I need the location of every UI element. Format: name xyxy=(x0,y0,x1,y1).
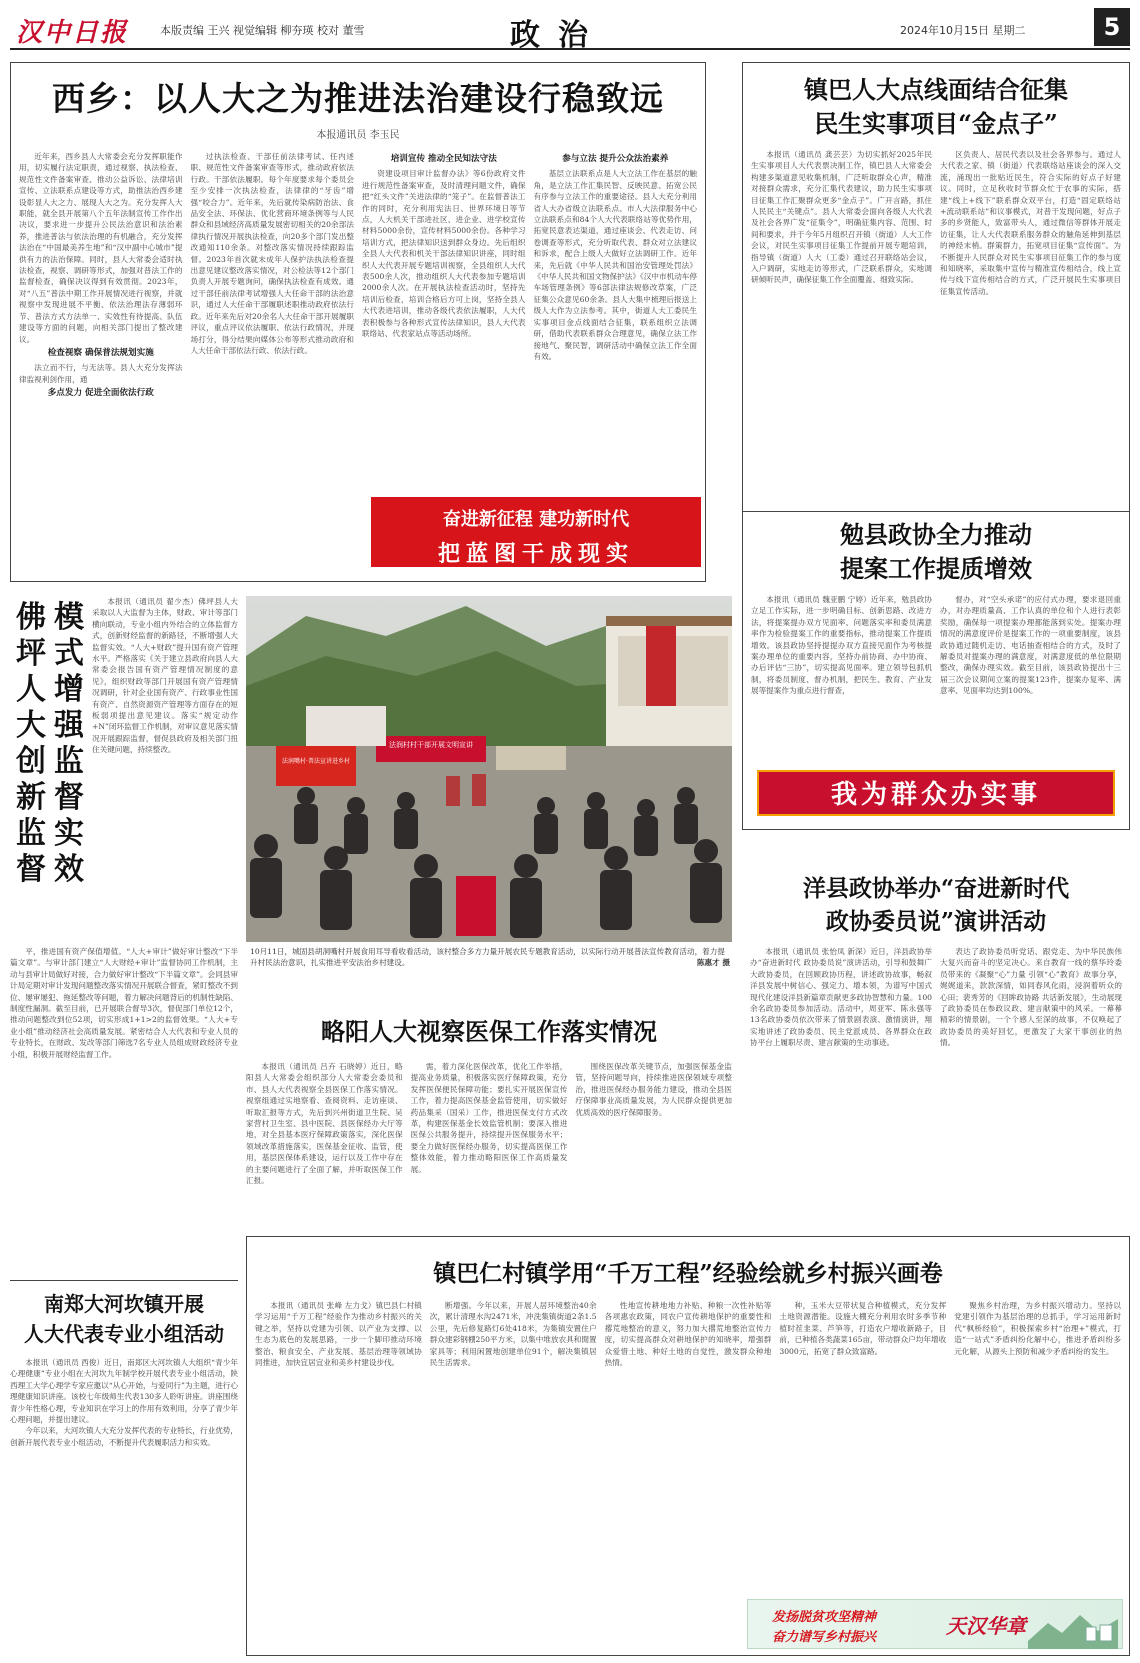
landscape-icon xyxy=(1028,1601,1118,1649)
masthead xyxy=(10,8,1130,53)
article-lueyang-title: 略阳人大视察医保工作落实情况 xyxy=(321,1017,657,1046)
photo-banner-text: 法润嘴村·普法宣讲进乡村 xyxy=(282,758,350,765)
article-zhenba-village-title: 镇巴仁村镇学用“千万工程”经验绘就乡村振兴画卷 xyxy=(433,1260,943,1287)
article-yangxian-title xyxy=(742,872,1130,938)
article-zhenba xyxy=(742,62,1130,512)
paragraph: 区负责人、居民代表以及社会各界参与。通过人大代表之家、镇（街道）代表联络站座谈会的深入交流，涌现出一批贴近民生，符合实际的好点子好建议。同时，立足秋收时节群众忙于农事的实际，搭建“线上+线下”联系群众双平台，打造“固定联络站+流动联系站”和议事模式，对普干发现问题，好点子多的乡贤能人，致富带头人，通过微信等群体开展走访征集，让人大代表联系服务群众的触角延伸到基层的神经末梢。群策群力，拓宽项目征集“宣传面”。为不断提升人民群众对民生实事项目征集工作的参与度和知晓率，采取集中宣传与精准宣传相结合，线上宣传与线下宣传相结合的方式，广泛开展民生实事项目征集宣传活动。 xyxy=(940,150,1121,296)
article-zhenba-title xyxy=(743,73,1129,141)
article-column xyxy=(575,1061,732,1211)
article-column xyxy=(255,1300,422,1620)
subheading: 培训宣传 推动全民知法守法 xyxy=(390,154,497,164)
caption-text: 10月11日，城固县胡洞嘴村开展食用耳导看收看活动，该村整合多方力量开展农民专题教育活动，以实际行动开展普法宣传教育活动，着力提升村民法治意识，扎实推进平安法治乡村建设。 xyxy=(250,947,725,967)
article-nanzheng-title xyxy=(10,1289,238,1349)
article-yangxian xyxy=(742,872,1130,1228)
newspaper-logo: 汉中日报 xyxy=(16,18,129,48)
photo-sign: 法润村村干部开展文明宣讲 xyxy=(389,741,473,749)
title-line: 南郑大河坎镇开展 xyxy=(44,1292,204,1316)
slogan-graphic xyxy=(747,1599,1123,1649)
paragraph: 本报讯（通讯员 吕卉 石晓婷）近日，略阳县人大常委会组织部分人大常委会委员和市、县人大代表视察全县医保工作落实情况。视察组通过实地察看、查阅资料、走访座谈、听取汇报等方式，先后到兴州街道卫生院、吴家营村卫生室、县中医院、县医保经办大厅等地，对全县基本医疗保障政策落实，深化医保领域改革措施落实，医保基金征收、监管，使用，基层医保体系建设，运行以及工作中存在的主要问题进行了全面了解，并听取医保工作汇报。 xyxy=(246,1062,403,1186)
paragraph: 近年来，西乡县人大常委会充分发挥职能作用，切实履行法定职责，通过视察、执法检查、规范性文件备案审查、推动公益诉讼、法律培训宣传、立法联系点建设等方式，助推法治西乡建设彰显人大之力、展现人大之为。充分发挥人大职能，就全县开展第八个五年法制宣传工作作出决议，要求进一步提升公民法治意识和法治素养，推进普法与依法治理的有机融合，充分发挥法治在“中国最美养生地”和“汉中副中心城市”提供有力的法治保障。同时，县人大常委会适时执法检查，视察、调研等形式，加强对普法工作的监督检查，确保决议得到有效贯彻。2023年，对“八五”普法中期工作开展情况进行视察，并就视察中发现进展不平衡、依法治理法存薄弱环节、普法方式方法单一、实效性有待提高、队伍建设等方面的问题，向相关部门提出了整改建议。 xyxy=(19,152,183,344)
foping-title-col: 模式增强监督实效 xyxy=(54,600,84,887)
paragraph: 聚焦乡村治理，为乡村振兴增动力。坚持以党建引领作为基层治理的总抓手，学习运用新时代“枫桥经验”，积极探索乡村“治理+”模式，打造“一站式”矛盾纠纷化解中心，推进矛盾纠纷多元化解，从源头上预防和减少矛盾纠纷的发生。 xyxy=(954,1301,1121,1356)
title-line: 勉县政协全力推动 xyxy=(840,520,1032,549)
news-photo xyxy=(246,596,732,942)
paragraph: 围绕医保改革关键节点，加强医保基金监管，坚持问题导向，持续推进医保领域专项整治，推进医保经办服务能力建设，推动全县医疗保障事业高质量发展，为人民群众提供更加优质高效的医疗保障服务。 xyxy=(575,1062,732,1117)
subheading: 多点发力 促进全面依法行政 xyxy=(47,388,154,399)
paragraph: 今年以来，大河坎镇人大充分发挥代表的专业特长，行业优势，创新开展代表专业小组活动，不断提升代表履职活力和实效。 xyxy=(10,1426,238,1447)
editor-credits: 本版责编 王兴 视觉编辑 柳夯瑛 校对 董雪 xyxy=(160,24,365,37)
paragraph: 断增强。今年以来，开展人居环境整治40余次，累计清理水沟2471米，冲洗集镇街道2条1.5公里，先后修复路灯6处418米，为集镇安置住户群众建彩钢棚250平方米，以集中堆放农具和閒置家具等；利用闲置地创建单位91个，解决集镇居民生活需求。 xyxy=(429,1301,597,1368)
article-column xyxy=(246,1061,403,1211)
article-column xyxy=(605,1300,772,1620)
article-zhenba-village xyxy=(246,1236,1130,1656)
article-column xyxy=(534,151,698,491)
slogan-banner xyxy=(371,497,701,567)
article-column xyxy=(191,151,355,571)
article-column xyxy=(430,1300,597,1620)
paragraph: 种，玉米大豆带状复合种植模式，充分发挥土地资源潜能。设施大棚充分利用农时多季节种植时茬韭菜、芦笋等，打造农户增收新路子，目前，已种植各类蔬菜165亩，带动群众户均年增收3000元，拓宽了群众致富路。 xyxy=(779,1301,947,1356)
subheading: 检查视察 确保普法规划实施 xyxy=(47,347,154,358)
paragraph: 本报讯（通讯员 魏亚鹏 宁婷）近年来，勉县政协立足工作实际，进一步明确目标、创新思路、改进方法，将提案提办双方见面率、问题落实率和委员满意率作为检验提案工作的重要指标，推动提案工作提质增效。该县政协坚持提提办双方直接见面作为考核提案办理单位的重要内容，坚持办前协商、办中协商、办后评估“三协”，切实提高见面率。建立领导包抓机制，将委员制度、督办机制，把民生、教育、产业发展等提案作为重点进行督查， xyxy=(751,595,932,696)
title-line: 提案工作提质增效 xyxy=(840,554,1032,583)
article-column xyxy=(411,1061,568,1211)
article-column xyxy=(751,149,932,499)
paragraph: 平，推进国有资产保值增值。“人大+审计”做好审计整改“下半篇文章”。与审计部门建立“人大财经+审计”监督协同工作机制，主动与县审计局做好对接，合力做好审计整改“下半篇文章”。会同县审计局定期对审计发现问题整改落实情况开展联合督查，紧盯整改不到位、屡审屡犯、拖延整改等问题，着力解决问题背后的机制性缺陷、制度性漏洞。截至目前，已开展联合督导3次，督促部门单位12个，推动问题整改到位52项，切实形成1+1>2的监督效果。“人大+专业小组”推动经济社会高质量发展。紧密结合人大代表和专业人员的专业特长，在财政、发改等部门筛选7名专业人员组成财政经济专业小组，积极开展财经监督工作。 xyxy=(10,947,238,1059)
paragraph: 基层立法联系点是人大立法工作在基层的触角，是立法工作汇集民智、反映民意、拓宽公民有序参与立法工作的重要途径。县人大充分利用省人大办省级立法联系点、市人大法律服务中心立法联系点和84个人大代表联络站等优势作用，拓宽民意表达渠道，通过座谈会、代表走访、问卷调查等形式，充分听取代表、群众对立法建议和诉求，配合上级人大做好立法调研工作。近年来，先后就《中华人民共和国治安管理处罚法》《中华人民共和国文物保护法》《汉中市机动车停车场管理条例》等6部法律法规修改草案，广泛征集公众意见60余条。县人大集中梳理后报送上级人大作为立法参考。其中，街道人大工委民生实事项目金点线面结合征集，联系组织立法调研，借助代表联系群众合理意见，确保立法工作接地气、聚民智，调研活动中确保立法工作全面有效。 xyxy=(533,169,697,361)
article-mianxian-title xyxy=(743,518,1129,586)
title-line: 政协委员说”演讲活动 xyxy=(825,908,1047,935)
article-column xyxy=(940,594,1121,762)
paragraph: 性地宣传耕地地力补贴、种粮一次性补贴等各项惠农政策，同农户宣传耕地保护的重要性和撂荒地整治的意义，努力加大撂荒地整治宣传力度，切实提高群众对耕地保护的知晓率，增强群众爱惜土地、种好土地的自觉性，激发群众种地热情。 xyxy=(604,1301,772,1368)
paragraph: 本报讯（通讯员 张怡凤 新深）近日，洋县政协举办“奋进新时代 政协委员说”演讲活动，引导和鼓舞广大政协委员，在回顾政协历程，讲述政协故事，畅叙洋县发展中树信心、强定力、增本领，为谱写中国式现代化建设洋县新篇章贡献更多政协智慧和力量。100余名政协委员参加活动。活动中，周亚军、陈永强等13名政协委员依次带来了情景剧表演、激情演讲，翔实地讲述了政协委员、民主党派成员、各界群众在政协平台上履职尽责、建言献策的生动事迹。 xyxy=(750,947,932,1048)
photo-caption xyxy=(250,946,730,986)
article-column xyxy=(10,946,238,1264)
title-line: 民生实事项目“金点子” xyxy=(814,109,1058,138)
section-title: 政治 xyxy=(510,18,606,53)
slogan-line: 发扬脱贫攻坚精神 xyxy=(772,1610,877,1625)
article-column xyxy=(10,1357,238,1643)
subheading: 参与立法 提升公众法治素养 xyxy=(562,154,669,164)
slogan-line: 把蓝图干成现实 xyxy=(437,542,634,567)
title-line: 镇巴人大点线面结合征集 xyxy=(804,75,1068,104)
mass-service-banner: 我为群众办实事 xyxy=(757,770,1115,816)
article-foping-continued xyxy=(10,946,238,1264)
photo-scene xyxy=(246,596,732,942)
title-line: 洋县政协举办“奋进新时代 xyxy=(802,875,1070,902)
foping-title-col: 佛坪人大创新监督 xyxy=(16,600,46,887)
article-column xyxy=(750,946,932,1222)
paragraph: 本报讯（通讯员 西俊）近日，南郑区大河坎镇人大组织“青少年心理健康”专业小组在大河坎九年制学校开展代表专业小组活动，陕西理工大学心理学专家应邀以“从心开始，与爱同行”为主题，进行心理健康知识讲座。该校七年级师生代表130多人聆听讲座。讲座围绕青少年性格心理，专业知识在学习上的作用有效利用，分享了青少年心理问题，并提出建议。 xyxy=(10,1358,238,1425)
paragraph: 需，着力深化医保改革，优化工作举措，提高业务质量，积极落实医疗保障政策，充分发挥医保便民保障功能；要扎实开展医保宣传工作，着力提高医保基金监管使用，切实做好药品集采（国采）工作，推进医保支付方式改革，构建医保基金长效监管机制；要深入推进医保公共服务提升，持续提升医保服务水平；要全力做好医保经办服务，切实提高医保工作整体效能，着力推动略阳医保工作高质量发展。 xyxy=(410,1062,568,1174)
paragraph: 督办，对“空头承诺”的应付式办理，要求退回重办，对办理质量高、工作认真的单位和个人进行表彰奖励，确保每一项提案办理都能落到实处。提案办理情况的满意度评价是提案工作的一项重要制度，该县政协通过随机走访、电话抽查相结合的方式，及时了解委员对提案办理的满意度，对满意度低的单位限期整改，确保办理实效。截至目前，该县政协提出十三届三次会议期间立案的提案123件，提案办复率、满意率、见面率均达到100%。 xyxy=(940,595,1121,696)
article-nanzheng xyxy=(10,1280,238,1656)
slogan-line: 奋进新征程 建功新时代 xyxy=(442,509,630,530)
article-column xyxy=(779,1300,946,1620)
article-column xyxy=(751,594,932,762)
title-line: 人大代表专业小组活动 xyxy=(24,1322,224,1346)
paragraph: 法立而不行，与无法等。县人大充分发挥法律监视利剑作用，通 xyxy=(19,363,183,384)
article-mianxian xyxy=(742,512,1130,830)
paragraph: 表达了政协委员听党话、跟党走、为中华民族伟大复兴而奋斗的坚定决心。来自教育一线的蔡华玲委员带来的《凝聚“心”力量 引领“心”教育》故事分享，娓娓道来，款款深情，如同春风化雨，浸润着听众的心田；裴秀芳的《回眸政协路 共话新发展》，生动展现了政协委员在参政议政、建言献策中的风采。一幕幕精彩的情景剧，一个个感人至深的故事，不仅唤起了政协委员的美好回忆，更激发了大家干事创业的热情。 xyxy=(940,947,1122,1048)
article-column xyxy=(19,151,183,571)
article-foping xyxy=(92,596,238,942)
article-column xyxy=(92,596,238,942)
paragraph: 过执法检查、干部任前法律考试、任内述职、规范性文件备案审查等形式，推动政府依法行政。干部依法履职。每个年度要求每个委员会至少安排一次执法检查，法律律的“牙齿”增强“咬合力”。近年来，先后就传染病防治法、食品安全法、环保法、优化营商环境条例等与人民群众和县域经济高质量发展密切相关的20余部法律执行情况开展执法检查，向20多个部门发出整改通知110余条。对整改落实情况持续跟踪监督。2023年首次就未成年人保护法执法检查提出意见建议整改落实情况，对公检法等12个部门负责人开展专题询问，确保执法检查有成效。通过干部任前法律考试增强人大任命干部的法治意识，通过人大任命干部履职述职推动政府依法行政。近年来先后对20余名人大任命干部开展履职评议，重点评议依法履职、依法行政情况，并现场打分，得分结果向媒体公布等形式推动政府和人大任命干部依法行政、依法行政。 xyxy=(190,152,354,355)
photographer-credit: 陈惠才 摄 xyxy=(696,958,730,967)
paragraph: 资建设项目审计监督办法》等6份政府文件进行规范性备案审查，及时清理问题文件，确保把“红头文件”关进法律的“笼子”。在监督普法工作的同时，充分利用宪法日、世界环境日等节点，人大机关干部进社区、进企业、进学校宣传材料5000余份，宣传材料5000余份。各种学习培训方式，把法律知识送到群众身边。先后组织全县人大代表和机关干部法律知识讲座，同时组织人大代表开展专题培训视察，全县组织人大代表500余人次，推动组织人大代表参加专题培训2000余人次。在开展执法检查活动时，坚持先培训后检查，培训合格后方可上岗，坚持全县人大代表进培训，推动各级代表依法履职，人大代表积极参与各种形式宣传法律知识，县人大代表联络站、代表家站点等活动场所。 xyxy=(362,169,526,339)
article-column xyxy=(940,946,1122,1222)
article-column xyxy=(940,149,1121,499)
article-xixiang-title: 西乡：以人大之为推进法治建设行稳致远 xyxy=(52,79,664,118)
article-xixiang-byline: 本报通讯员 李玉民 xyxy=(316,130,400,141)
page-number: 5 xyxy=(1094,8,1130,46)
issue-date: 2024年10月15日 星期二 xyxy=(900,24,1026,37)
article-xixiang xyxy=(10,62,706,582)
paragraph: 本报讯（通讯员 张峰 左力戈）镇巴县仁村镇学习运用“千万工程”经验作为推动乡村振兴的关键之举，坚持以党建为引领、以产业为支撑、以生态为底色的发展思路，一步一个脚印推动环境整治、粮食安全、产业发展、基层治理等领域协同推进，加快宜居宜业和美乡村建设步伐。 xyxy=(255,1301,422,1368)
slogan-line: 奋力谱写乡村振兴 xyxy=(772,1630,877,1645)
paragraph: 本报讯（通讯员 翟少杰）佛坪县人大采取以人大监督为主体，财政、审计等部门横向联动，专业小组内外结合的立体监督方式，创新财经监督的新路径，不断增强人大监督实效。“人大+财政”提升国有资产管理水平。严格落实《关于建立县政府向县人大常委会报告国有资产管理情况制度的意见》，组织财政等部门开展国有资产管理情况调研，针对企业国有资产、行政事业性国有资产、自然资源资产管理等方面存在的短板弱项提出意见建议。落实“规定动作+N”闭环监督工作机制，对审议意见落实情况开展跟踪监督，督促县政府及相关部门扭住关键问题，持续整改。 xyxy=(92,597,238,755)
article-lueyang xyxy=(246,990,732,1218)
paragraph: 本报讯（通讯员 龚芸芸）为切实抓好2025年民生实事项目人大代表票决制工作，镇巴县人大常委会构建多渠道意见收集机制，广泛听取群众心声，精准对接群众需求，充分汇集代表建议，助力民生实事项目征集工作汇聚群众更多“金点子”。广开言路，抓住人民民主“关键点”。县人大常委会面向各级人大代表及社会各界广发“征集令”，明确征集内容、范围、时间和要求，并于今年5月组织召开镇（街道）人大工作会议，对民生实事项目征集工作提前开展专题培训，指导镇（街道）人大（工委）通过召开联络站会议，入户调研，实地走访等形式，广泛联系群众，实地调研倾听民声，确保征集工作全面覆盖、细致实际。 xyxy=(751,150,932,285)
slogan-mark: 天汉华章 xyxy=(946,1614,1026,1638)
article-column xyxy=(954,1300,1121,1540)
